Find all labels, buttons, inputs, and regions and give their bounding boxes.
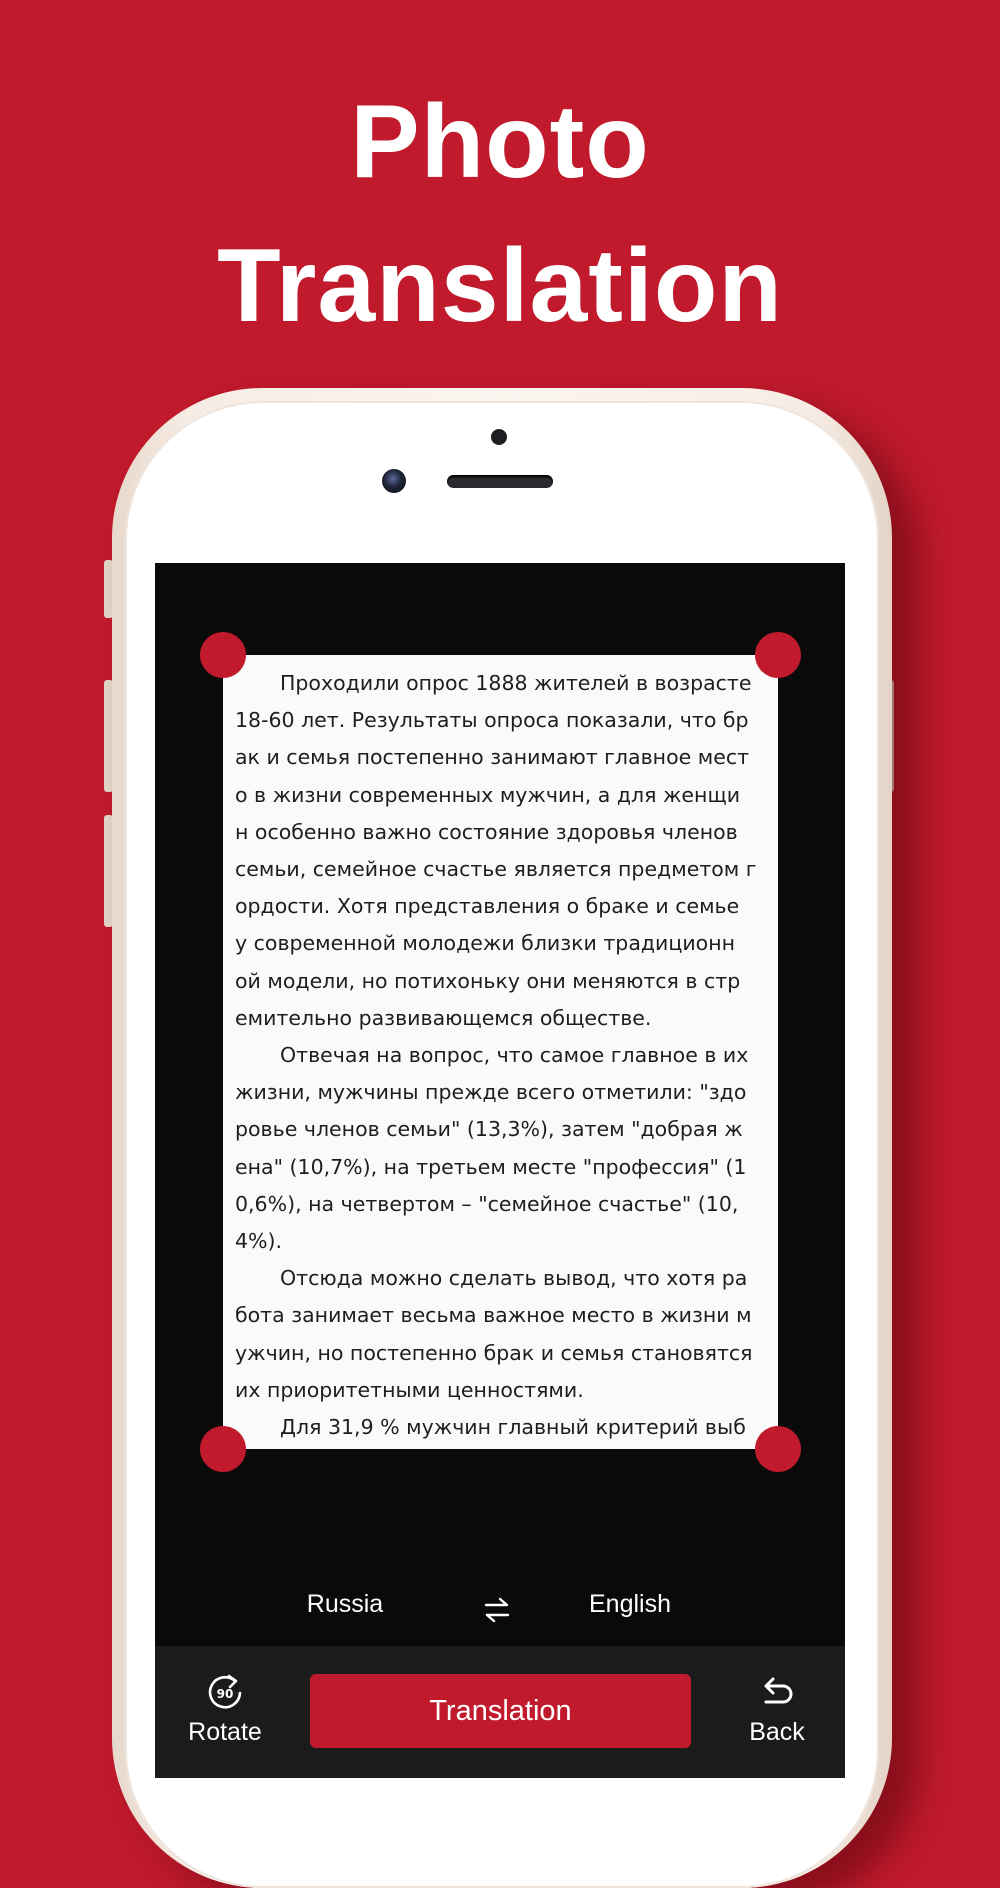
crop-handle-top-left[interactable] [200, 632, 246, 678]
document-line: у современной молодежи близки традиционн [235, 931, 736, 956]
language-selector [155, 1563, 845, 1633]
earpiece-speaker [447, 475, 553, 488]
back-arrow-icon [757, 1672, 797, 1712]
document-line: жизни, мужчины прежде всего отметили: "здо [235, 1080, 747, 1105]
target-language[interactable]: English [589, 1590, 671, 1618]
document-line: ак и семья постепенно занимают главное мест [235, 745, 750, 770]
document-text [223, 655, 778, 1446]
scanned-document [223, 655, 778, 1449]
document-line: ужчин, но постепенно брак и семья становятся [235, 1340, 753, 1365]
headline [0, 70, 1000, 358]
phone-screen [155, 563, 845, 1778]
bottom-toolbar [155, 1646, 845, 1778]
document-line: н особенно важно состояние здоровья членов [235, 819, 738, 844]
document-line: 18-60 лет. Результаты опроса показали, что бр [235, 708, 749, 733]
document-line: емительно развивающемся обществе. [235, 1005, 652, 1030]
document-line: ровье членов семьи" (13,3%), затем "добрая ж [235, 1117, 743, 1142]
rotate-button[interactable] [170, 1672, 280, 1747]
crop-handle-top-right[interactable] [755, 632, 801, 678]
front-camera [382, 469, 406, 493]
document-line: Проходили опрос 1888 жителей в возрасте [280, 671, 752, 695]
proximity-sensor [491, 429, 507, 445]
back-label: Back [749, 1718, 805, 1746]
document-line: Отсюда можно сделать вывод, что хотя ра [280, 1266, 748, 1291]
swap-arrows-icon[interactable] [483, 1593, 511, 1627]
crop-handle-bottom-left[interactable] [200, 1426, 246, 1472]
document-line: ордости. Хотя представления о браке и семье [235, 894, 740, 919]
headline-line-2: Translation [217, 228, 783, 344]
document-line: о в жизни современных мужчин, а для женщи [235, 782, 741, 807]
document-line: ена" (10,7%), на третьем месте "профессия" (1 [235, 1154, 747, 1179]
rotate-label: Rotate [188, 1718, 262, 1746]
document-line: Для 31,9 % мужчин главный критерий выб [280, 1415, 746, 1440]
rotate-90-icon [205, 1672, 245, 1712]
back-button[interactable] [722, 1672, 832, 1747]
document-line: их приоритетными ценностями. [235, 1377, 584, 1402]
document-line: 0,6%), на четвертом – "семейное счастье" (10, [235, 1191, 739, 1216]
headline-line-1: Photo [350, 84, 650, 200]
document-line: семьи, семейное счастье является предметом г [235, 857, 757, 882]
rotate-icon-text: 90 [216, 1687, 234, 1701]
source-language[interactable]: Russia [306, 1590, 384, 1618]
document-line: Отвечая на вопрос, что самое главное в их [280, 1043, 749, 1068]
translation-button[interactable]: Translation [310, 1674, 691, 1748]
document-line: бота занимает весьма важное место в жизни м [235, 1303, 752, 1328]
document-line: ой модели, но потихоньку они меняются в стр [235, 968, 741, 993]
crop-handle-bottom-right[interactable] [755, 1426, 801, 1472]
document-line: 4%). [235, 1229, 283, 1254]
